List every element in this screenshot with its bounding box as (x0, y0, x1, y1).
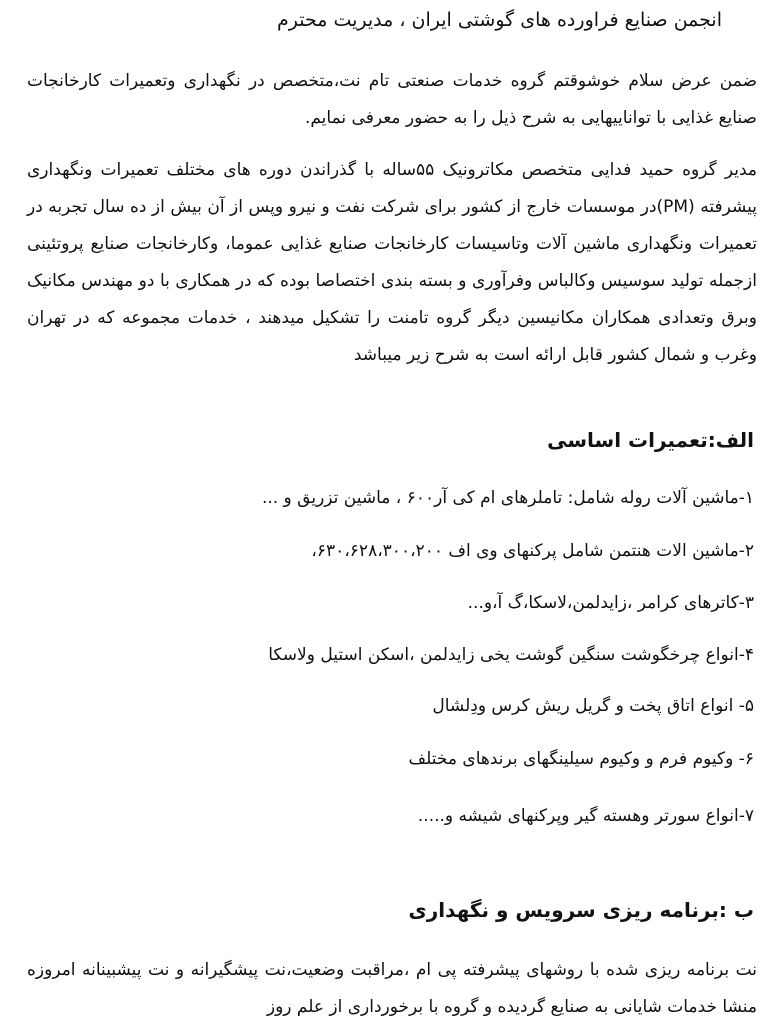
section-b-heading: ب :برنامه ریزی سرویس و نگهداری (408, 898, 754, 922)
section-a-item-6: ۶- وکیوم فرم و وکیوم سیلینگهای برندهای مختلف (408, 749, 754, 769)
section-a-heading: الف:تعمیرات اساسی (547, 428, 754, 452)
section-a-item-2: ۲-ماشین الات هنتمن شامل پرکنهای وی اف ۶۳۰،۶۲۸،۳۰۰،۲۰۰، (311, 541, 754, 561)
section-a-item-5: ۵- انواع اتاق پخت و گریل ریش کرس ودِلشال (432, 696, 754, 716)
greeting-line: انجمن صنایع فراورده های گوشتی ایران ، مدیریت محترم (277, 9, 722, 31)
section-a-item-4: ۴-انواع چرخگوشت سنگین گوشت یخی زایدلمن ،اسکن استیل ولاسکا (268, 645, 754, 665)
intro-paragraph: ضمن عرض سلام خوشوقتم گروه خدمات صنعتی تام نت،متخصص در نگهداری وتعمیرات کارخانجات صنایع غذایی با تواناییهایی به شرح ذیل را به حضور معرفی نمایم. (27, 71, 757, 128)
section-a-item-1: ۱-ماشین آلات روله شامل: تاملرهای ام کی آر۶۰۰ ، ماشین تزریق و ... (261, 488, 754, 508)
section-b-paragraph: نت برنامه ریزی شده با روشهای پیشرفته پی ام ،مراقبت وضعیت،نت پیشگیرانه و نت پیشبینانه امروزه منشا خدمات شایانی به صنایع گردیده و گروه با برخورداری از علم روز (27, 960, 757, 1017)
section-a-item-7: ۷-انواع سورتر وهسته گیر وپرکنهای شیشه و..... (417, 806, 754, 826)
section-a-item-3: ۳-کاترهای کرامر ،زایدلمن،لاسکا،گ آ،و... (467, 593, 754, 613)
about-paragraph: مدیر گروه حمید فدایی متخصص مکاترونیک ۵۵ساله با گذراندن دوره های مختلف تعمیرات ونگهداری پیشرفته (PM)در موسسات خارج از کشور برای شرکت نفت و نیرو وپس از آن بیش از ده سال تجربه در تعمیرات ونگهداری ماشین آلات وتاسیسات کارخانجات صنایع غذایی عموما، وکارخانجات صنایع پروتئینی ازجمله تولید سوسیس وکالباس وفرآوری و بسته بندی اختصاصا بوده که در همکاری با دو مهندس مکانیک وبرق وتعدادی همکاران مکانیسین دیگر گروه تامنت را تشکیل میدهند ، خدمات مجموعه که در تهران وغرب و شمال کشور قابل ارائه است به شرح زیر میباشد (27, 160, 757, 365)
